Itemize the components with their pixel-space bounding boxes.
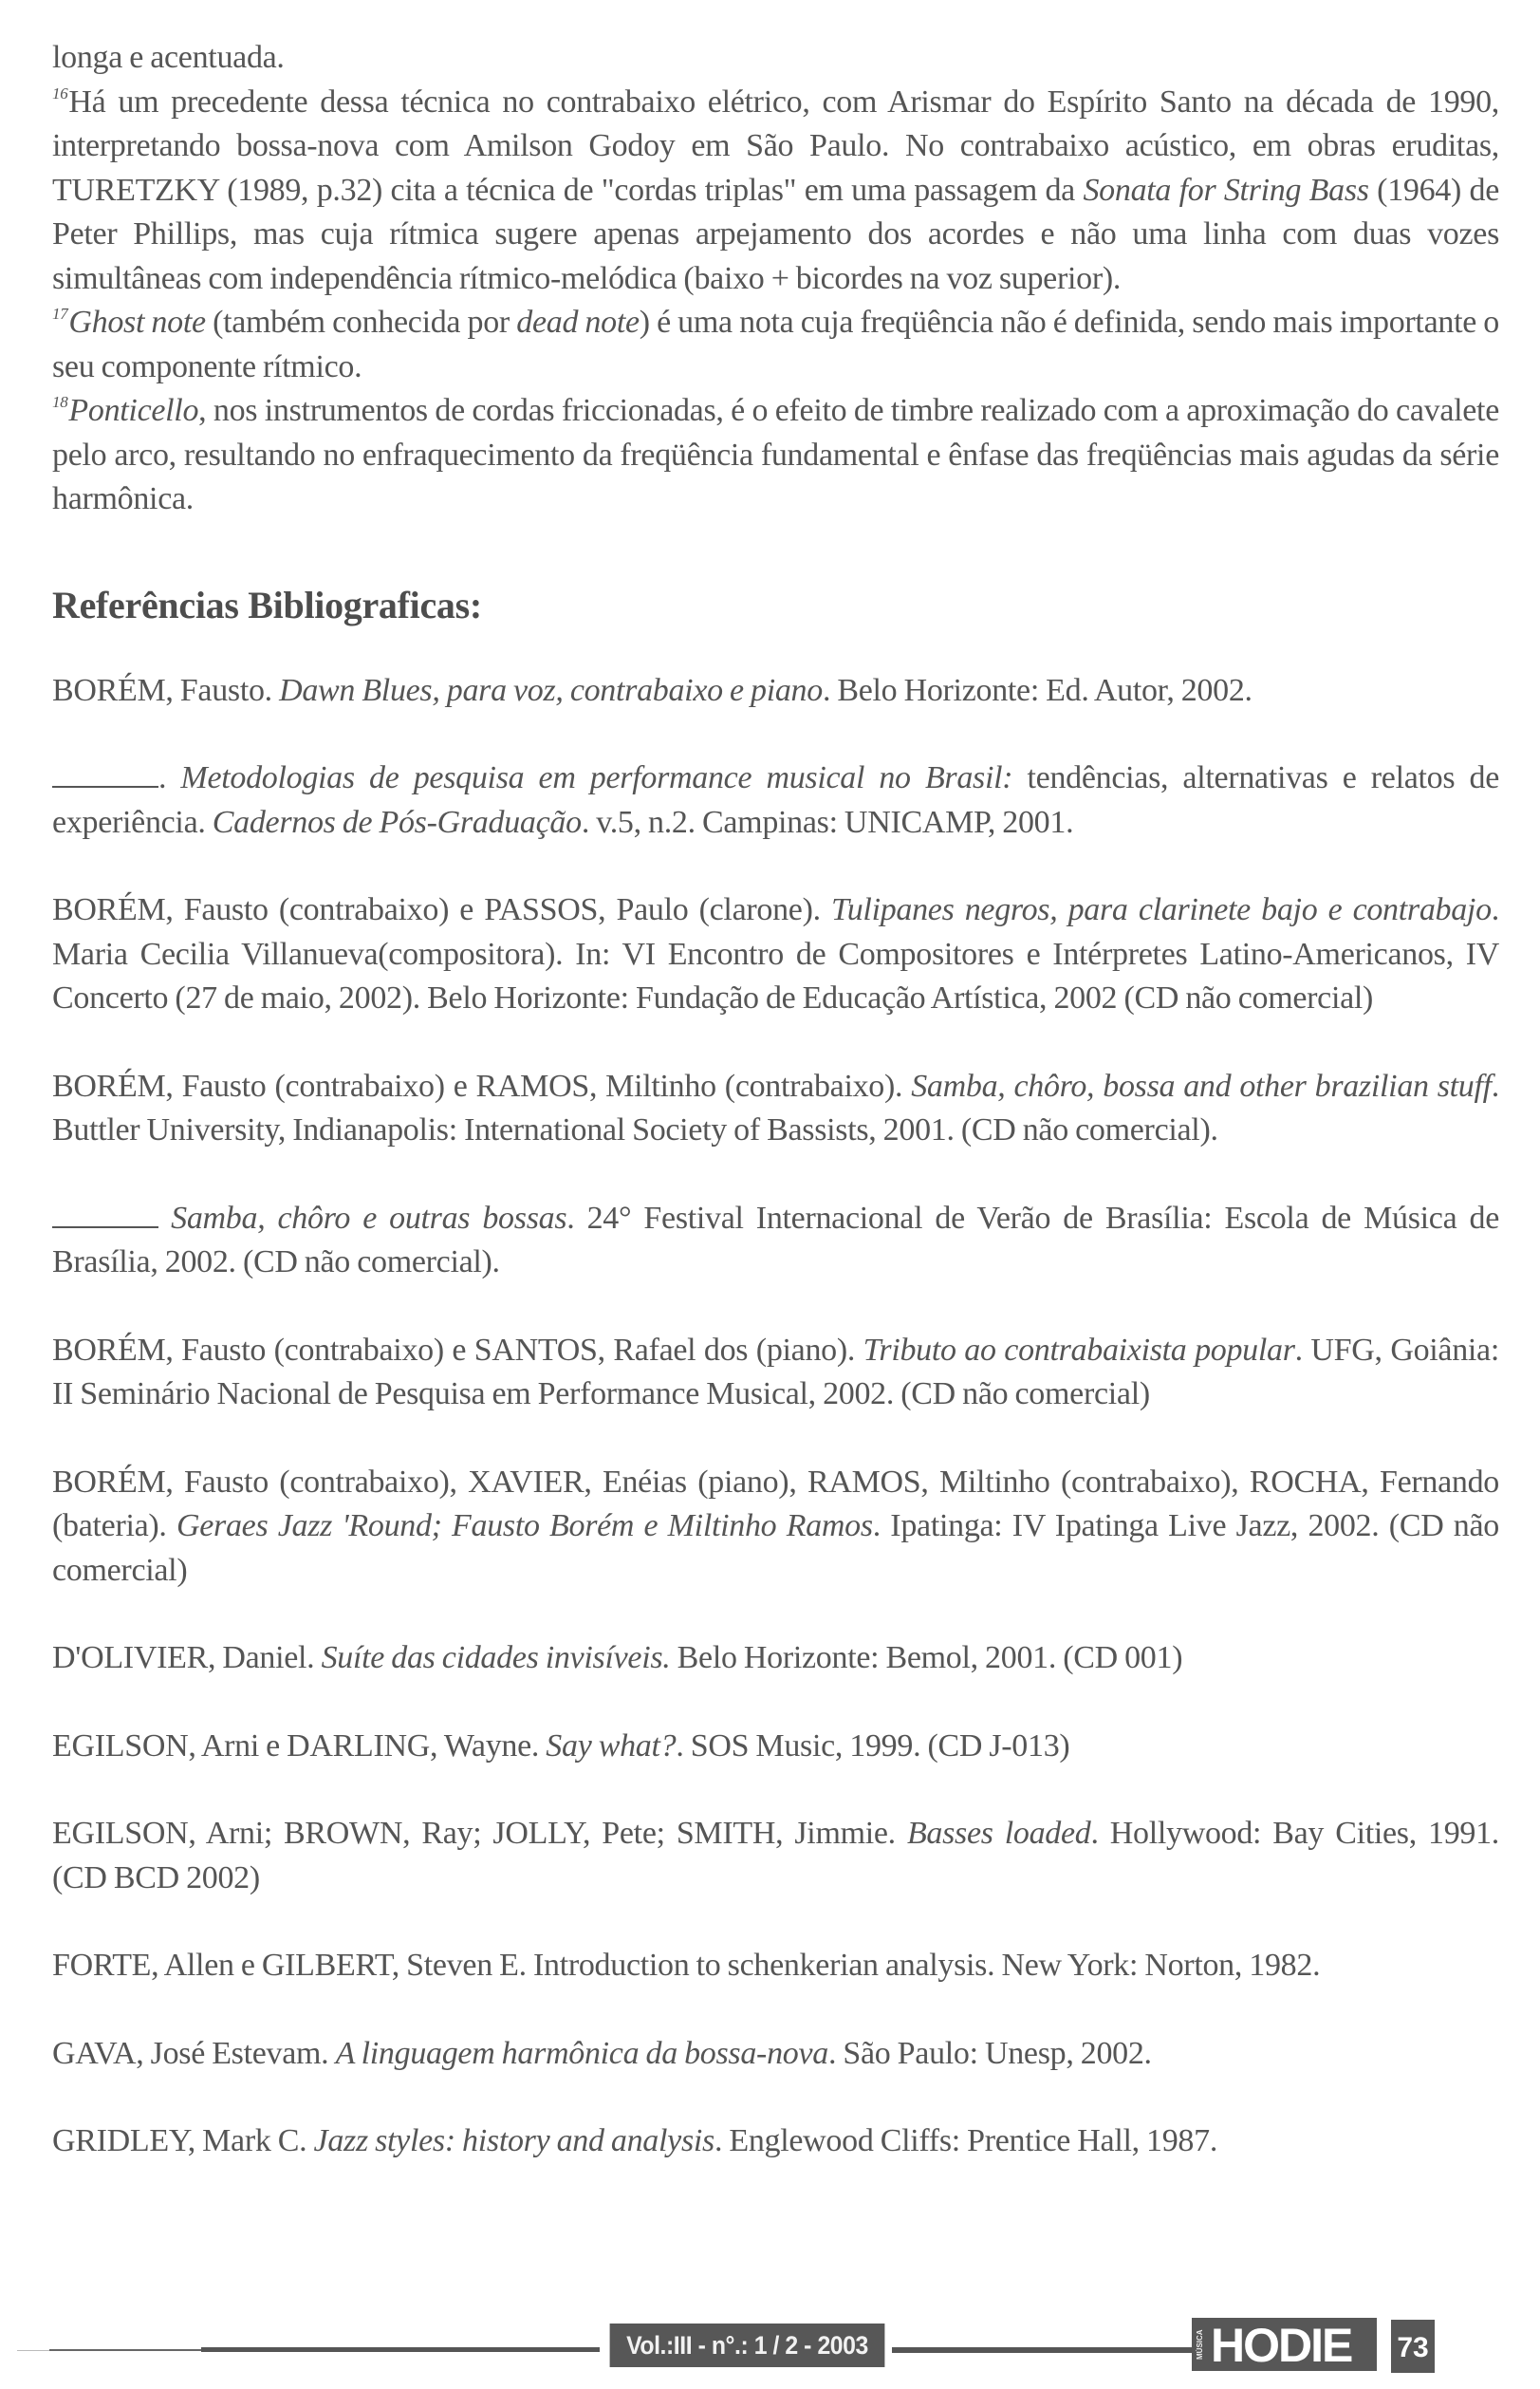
footnote-17 [52,301,1499,389]
footnote-16 [52,81,1499,302]
text-run: BORÉM, Fausto (contrabaixo) e PASSOS, Paulo (clarone). [52,892,831,927]
text-run: tendências, alternativas e relatos de experiência. [52,760,1499,840]
text-run: , nos instrumentos de cordas friccionadas, é o efeito de timbre realizado com a aproximação do cavalete pelo arco, resultando no enfraquecimento da freqüência fundamental e ênfase das freqüências mais agudas da série harmônica. [52,393,1499,516]
text-run: GRIDLEY, Mark C. [52,2123,314,2158]
text-run: . [158,760,181,795]
italic-text: Say what? [546,1727,677,1764]
text-run: . SOS Music, 1999. (CD J-013) [676,1727,1070,1764]
page-number: 73 [1391,2320,1435,2373]
italic-text: Sonata for String Bass [1083,172,1369,208]
italic-text: Suíte das cidades invisíveis. [321,1640,671,1675]
footer-rule [201,2347,600,2352]
italic-text: Ponticello [68,393,199,428]
text-run: . 24° Festival Internacional de Verão de Brasília: Escola de Música de Brasília, 2002. (CD não comercial). [52,1200,1500,1279]
references-list [52,669,1499,2164]
document-page [52,36,1499,2208]
reference-entry [52,1461,1499,1594]
journal-name: HODIE [1211,2319,1352,2372]
text-run: . v.5, n.2. Campinas: UNICAMP, 2001. [581,804,1074,840]
footnote-number: 16 [52,84,68,103]
volume-label: Vol.:III - n°.: 1 / 2 - 2003 [610,2324,885,2367]
italic-text: Tulipanes negros, para clarinete bajo e contrabajo [830,892,1492,927]
references-heading: Referências Bibliograficas: [52,583,482,626]
reference-entry [52,756,1499,845]
text-run: . Belo Horizonte: Ed. Autor, 2002. [822,672,1252,708]
reference-entry [52,2119,1499,2164]
italic-text: Dawn Blues, para voz, contrabaixo e piano [279,672,823,708]
italic-text: Samba, chôro e outras bossas [171,1200,567,1236]
text-run: BORÉM, Fausto (contrabaixo) e SANTOS, Rafael dos (piano). [52,1332,863,1368]
italic-text: Metodologias de pesquisa em performance musical no Brasil: [180,760,1013,795]
reference-entry [52,888,1499,1021]
text-run: FORTE, Allen e GILBERT, Steven E. Introduction to schenkerian analysis. New York: Norton, 1982. [52,1948,1321,1983]
footnote-number: 18 [52,393,68,411]
text-run: GAVA, José Estevam. [52,2035,336,2071]
italic-text: A linguagem harmônica da bossa-nova [335,2035,828,2071]
footnote-continuation: longa e acentuada. [52,40,285,75]
reference-entry [52,1329,1499,1417]
reference-entry [52,1812,1499,1900]
text-run: . Buttler University, Indianapolis: International Society of Bassists, 2001. (CD não comercial). [52,1068,1499,1148]
reference-entry [52,2032,1499,2077]
reference-entry [52,1065,1499,1153]
reference-entry [52,1944,1499,1988]
journal-side-label: MÚSICA [1196,2329,1204,2360]
italic-text: Ghost note [68,305,206,340]
text-run: . UFG, Goiânia: II Seminário Nacional de Pesquisa em Performance Musical, 2002. (CD não comercial) [52,1332,1499,1411]
reference-entry [52,1636,1499,1681]
text-run: EGILSON, Arni; BROWN, Ray; JOLLY, Pete; SMITH, Jimmie. [52,1816,907,1851]
italic-text: dead note [516,305,640,340]
journal-logo [1192,2318,1377,2371]
reference-entry [52,669,1499,714]
text-run: . Ipatinga: IV Ipatinga Live Jazz, 2002. (CD não comercial) [52,1508,1499,1588]
text-run: Há um precedente dessa técnica no contrabaixo elétrico, com Arismar do Espírito Santo na década de 1990, interpretando bossa-nova com Amilson Godoy em São Paulo. No contrabaixo acústico, em obras eruditas, TURETZKY (1989, p.32) cita a técnica de "cordas triplas" em uma passagem da [52,84,1499,208]
same-author-rule [52,1198,158,1228]
same-author-rule [52,757,158,788]
footnote-18 [52,389,1499,522]
text-run: (também conhecida por [205,305,517,340]
footnote-number: 17 [52,305,68,323]
text-run: . Englewood Cliffs: Prentice Hall, 1987. [714,2123,1218,2158]
italic-text: Samba, chôro, bossa and other brazilian stuff [911,1068,1492,1104]
text-run: EGILSON, Arni e DARLING, Wayne. [52,1727,547,1764]
text-run: ) é uma nota cuja freqüência não é definida, sendo mais importante o seu componente rítmico. [52,305,1500,384]
reference-entry [52,1197,1499,1285]
page-footer [0,2316,1540,2382]
italic-text: Basses loaded [906,1816,1091,1851]
text-run: . Maria Cecilia Villanueva(compositora). In: VI Encontro de Compositores e Intérpretes Latino-Americanos, IV Concerto (27 de maio, 2002). Belo Horizonte: Fundação de Educação Artística, 2002 (CD não comercial) [52,892,1499,1016]
footer-rule [49,2349,201,2351]
italic-text: Geraes Jazz 'Round; Fausto Borém e Miltinho Ramos [176,1508,873,1543]
text-run: (1964) de Peter Phillips, mas cuja rítmica sugere apenas arpejamento dos acordes e não uma linha com duas vozes simultâneas com independência rítmico-melódica (baixo + bicordes na voz superior). [52,172,1499,296]
text-run: BORÉM, Fausto (contrabaixo), XAVIER, Enéias (piano), RAMOS, Miltinho (contrabaixo), ROCHA, Fernando (bateria). [52,1464,1499,1543]
text-run: D'OLIVIER, Daniel. [52,1640,322,1675]
italic-text: Jazz styles: history and analysis [313,2123,714,2158]
italic-text: Cadernos de Pós-Graduação [212,804,582,840]
text-run: . São Paulo: Unesp, 2002. [827,2035,1152,2071]
italic-text: Tributo ao contrabaixista popular [863,1332,1295,1368]
footnotes-list [52,81,1499,522]
text-run [158,1201,171,1236]
text-run: BORÉM, Fausto. [52,672,280,708]
text-run: Belo Horizonte: Bemol, 2001. (CD 001) [670,1640,1183,1675]
text-run: BORÉM, Fausto (contrabaixo) e RAMOS, Miltinho (contrabaixo). [52,1068,912,1104]
footer-rule [892,2347,1196,2353]
text-run: . Hollywood: Bay Cities, 1991. (CD BCD 2002) [52,1816,1499,1895]
reference-entry [52,1725,1499,1769]
